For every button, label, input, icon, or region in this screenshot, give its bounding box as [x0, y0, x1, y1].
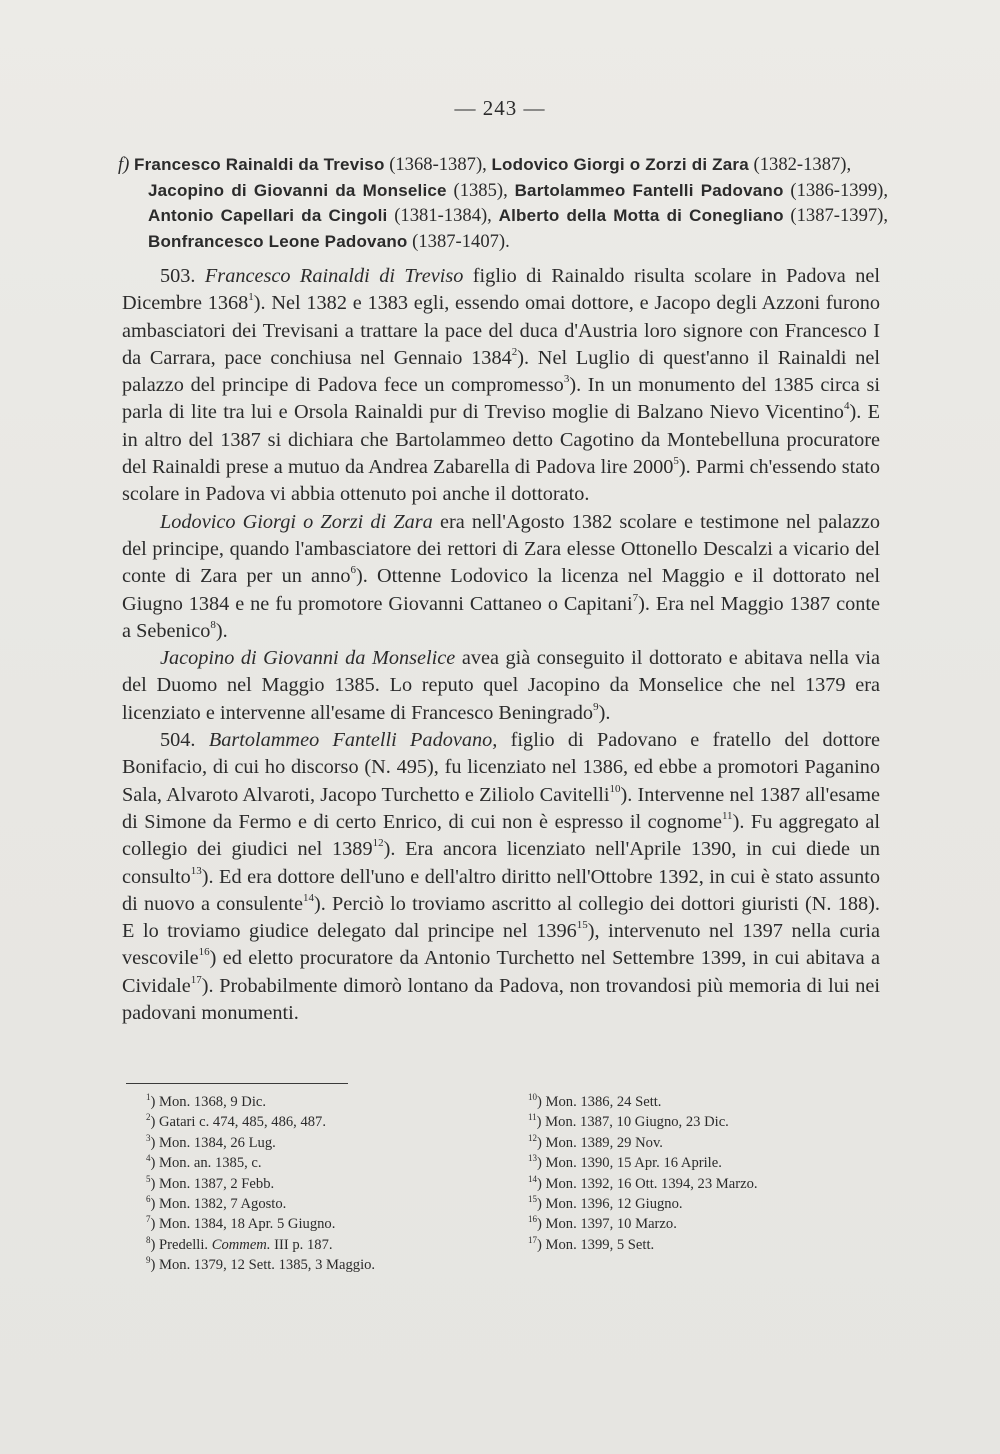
person-name: Lodovico Giorgi o Zorzi di Zara: [160, 510, 433, 533]
heading-name-4: Bartolammeo Fantelli Padovano: [514, 180, 784, 200]
footnote-ref: 14: [302, 891, 314, 904]
paragraph-number: 504.: [160, 729, 196, 752]
footnote-ref: 15: [576, 919, 588, 932]
footnote-ref: 7: [632, 591, 639, 604]
footnote-ref: 9: [593, 700, 599, 713]
paragraph-503: 503. Francesco Rainaldi di Treviso figlio di Rainaldo risulta scolare in Padova nel Dicembre 1368$^1$). Nel 1382 e 1383 egli, essendo omai dottore, e Jacopo degli Azzoni furono ambasciatori dei Trevisani a trattare la pace del duca d'Austria loro signore con Francesco I da Carrara, pace conchiusa nel Gennaio 1384$^2$). Nel Luglio di quest'anno il Rainaldi nel palazzo del principe di Padova fece un compromesso$^3$). In un monumento del 1385 circa si parla di lite tra lui e Orsola Rainaldi pur di Treviso moglie di Balzano Nievo Vicentino$^4$). E in altro del 1387 si dichiara che Bartolammeo detto Cagotino da Montebelluna procuratore del Rainaldi prese a mutuo da Andrea Zabarella di Padova lire 2000$^5$). Parmi ch'essendo stato scolare in Padova vi abbia ottenuto poi anche il dottorato.: [122, 265, 881, 506]
footnote-ref: 3: [563, 373, 570, 386]
footnote: $^{12}$) Mon. 1389, 29 Nov.: [528, 1132, 663, 1151]
person-name: Bartolammeo Fantelli Padovano,: [208, 729, 498, 752]
footnote-divider: [126, 1083, 348, 1084]
footnote: $^{13}$) Mon. 1390, 15 Apr. 16 Aprile.: [528, 1153, 722, 1172]
footnote: $^6$) Mon. 1382, 7 Agosto.: [146, 1194, 287, 1213]
heading-name-5: Antonio Capellari da Cingoli: [148, 206, 388, 226]
page-number: — 243 —: [454, 96, 546, 120]
footnote: $^4$) Mon. an. 1385, c.: [146, 1153, 262, 1172]
person-name: Francesco Rainaldi di Treviso: [204, 265, 464, 287]
heading-years-3: (1385),: [453, 179, 508, 201]
footnote: $^{16}$) Mon. 1397, 10 Marzo.: [528, 1214, 677, 1233]
footnote: $^{11}$) Mon. 1387, 10 Giugno, 23 Dic.: [528, 1112, 729, 1131]
footnote: $^{10}$) Mon. 1386, 24 Sett.: [528, 1092, 662, 1110]
footnote-ref: 11: [721, 809, 733, 822]
heading-years-4: (1386-1399),: [790, 179, 888, 201]
footnote: $^{17}$) Mon. 1399, 5 Sett.: [528, 1234, 655, 1253]
person-name: Jacopino di Giovanni da Monselice: [160, 647, 456, 670]
footnote-ref: 16: [198, 946, 210, 959]
heading-name-1: Francesco Rainaldi da Treviso: [134, 155, 385, 174]
paragraph-number: 503.: [160, 265, 196, 287]
heading-name-2: Lodovico Giorgi o Zorzi di Zara: [491, 155, 749, 174]
footnote-ref: 17: [190, 973, 202, 986]
footnote: $^1$) Mon. 1368, 9 Dic.: [146, 1092, 267, 1110]
heading-name-6: Alberto della Motta di Conegliano: [498, 206, 784, 226]
footnote-ref: 4: [843, 400, 850, 413]
footnote-ref: 12: [372, 837, 384, 850]
heading-name-3: Jacopino di Giovanni da Monselice: [148, 180, 447, 200]
footnote-ref: 1: [248, 291, 254, 304]
paragraph-jacopino: Jacopino di Giovanni da Monselice avea già conseguito il dottorato e abitava nella via del Duomo nel Maggio 1385. Lo reputo quel Jacopino da Monselice che nel 1379 era licenziato e intervenne all'esame di Francesco Beningrado$^9$).: [122, 647, 880, 724]
footnote-ref: 6: [350, 564, 356, 577]
footnotes-right: [528, 1092, 758, 1255]
footnote-ref: 5: [673, 455, 679, 468]
footnote: $^3$) Mon. 1384, 26 Lug.: [146, 1132, 276, 1151]
footnotes-left: [146, 1092, 375, 1276]
footnote-ref: 13: [190, 864, 202, 877]
footnote: $^5$) Mon. 1387, 2 Febb.: [146, 1173, 275, 1192]
footnote-ref: 10: [609, 782, 621, 795]
footnote-ref: 8: [210, 618, 216, 631]
footnote-ref: 2: [511, 345, 518, 358]
footnote: $^9$) Mon. 1379, 12 Sett. 1385, 3 Maggio.: [146, 1255, 376, 1274]
section-letter: f): [118, 154, 130, 175]
section-heading: [118, 152, 888, 254]
body-text: [122, 263, 880, 1027]
heading-years-2: (1382-1387),: [753, 154, 852, 175]
paragraph-lodovico: Lodovico Giorgi o Zorzi di Zara era nell'Agosto 1382 scolare e testimone nel palazzo del principe, quando l'ambasciatore dei rettori di Zara elesse Ottonello Descalzi a vicario del conte di Zara per un anno$^6$). Ottenne Lodovico la licenza nel Maggio e il dottorato nel Giugno 1384 e ne fu promotore Giovanni Cattaneo o Capitani$^7$). Era nel Maggio 1387 conte a Sebenico$^8$).: [122, 510, 881, 642]
paragraph-504: 504. Bartolammeo Fantelli Padovano, figlio di Padovano e fratello del dottore Bonifacio, di cui ho discorso (N. 495), fu licenziato nel 1386, ed ebbe a promotori Paganino Sala, Alvaroto Alvaroti, Jacopo Turchetto e Ziliolo Cavitelli$^{10}$). Intervenne nel 1387 all'esame di Simone da Fermo e di certo Enrico, di cui non è espresso il cognome$^{11}$). Fu aggregato al collegio dei giudici nel 1389$^{12}$). Era ancora licenziato nell'Aprile 1390, in cui diede un consulto$^{13}$). Ed era dottore dell'uno e dell'altro diritto nell'Ottobre 1392, in cui è stato assunto di nuovo a consulente$^{14}$). Perciò lo troviamo ascritto al collegio dei dottori giuristi (N. 188). E lo troviamo giudice delegato dal principe nel 1396$^{15}$), intervenuto nel 1397 nella curia vescovile$^{16}$) ed eletto procuratore da Antonio Turchetto nel Settembre 1399, in cui abitava a Cividale$^{17}$). Probabilmente dimorò lontano da Padova, non trovandosi più memoria di lui nei padovani monumenti.: [122, 729, 881, 1025]
footnote: $^{14}$) Mon. 1392, 16 Ott. 1394, 23 Marzo.: [528, 1173, 758, 1192]
footnote: $^{15}$) Mon. 1396, 12 Giugno.: [528, 1194, 683, 1213]
heading-years-5: (1381-1384),: [394, 205, 492, 227]
footnote: $^2$) Gatari c. 474, 485, 486, 487.: [146, 1112, 326, 1131]
footnote: $^7$) Mon. 1384, 18 Apr. 5 Giugno.: [146, 1214, 336, 1233]
heading-name-7: Bonfrancesco Leone Padovano: [148, 231, 408, 251]
footnote: $^8$) Predelli. Commem. III p. 187.: [146, 1234, 333, 1253]
heading-years-6: (1387-1397),: [790, 205, 889, 227]
heading-years-7: (1387-1407).: [412, 230, 510, 252]
heading-years-1: (1368-1387),: [389, 154, 487, 175]
